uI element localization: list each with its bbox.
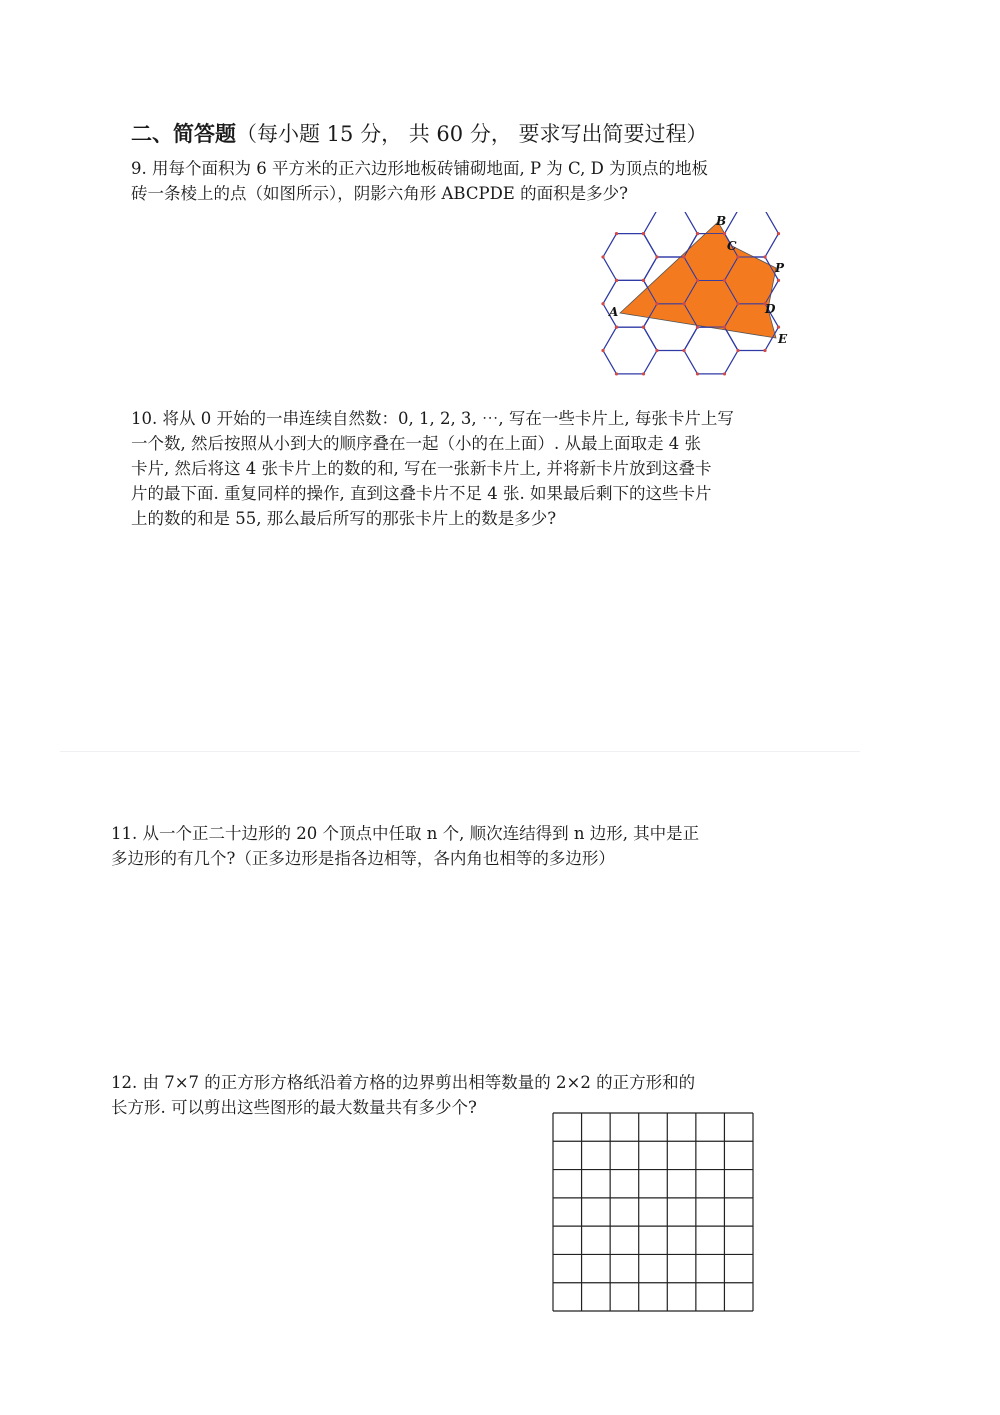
label-A: A <box>609 305 619 319</box>
hexagon-vertex <box>696 232 699 235</box>
hexagon-vertex <box>615 326 618 329</box>
problem-line: 9. 用每个面积为 6 平方米的正六边形地板砖铺砌地面, P 为 C, D 为顶点的地板 <box>131 159 709 178</box>
hexagon-tiling-figure <box>600 212 800 402</box>
hexagon-vertex <box>642 372 645 375</box>
hexagon-vertex <box>723 232 726 235</box>
problem-line: 长方形. 可以剪出这些图形的最大数量共有多少个? <box>111 1098 477 1117</box>
hexagon-vertex <box>601 302 604 305</box>
hexagon-tile <box>603 234 657 281</box>
hexagon-vertex <box>642 326 645 329</box>
hexagon-vertex <box>777 279 780 282</box>
label-D: D <box>765 302 776 316</box>
problem-line: 砖一条棱上的点（如图所示），阴影六角形 ABCPDE 的面积是多少? <box>131 184 628 203</box>
hexagon-vertex <box>723 372 726 375</box>
problem-line: 10. 将从 0 开始的一串连续自然数：0, 1, 2, 3, ⋯, 写在一些卡片上, 每张卡片上写 <box>131 409 734 428</box>
grid-lines <box>553 1113 753 1311</box>
problem-line: 片的最下面. 重复同样的操作, 直到这叠卡片不足 4 张. 如果最后剩下的这些卡片 <box>131 484 712 503</box>
hexagon-tile <box>603 327 657 374</box>
hexagon-tile <box>684 327 738 374</box>
hexagon-vertex <box>736 255 739 258</box>
hexagon-vertex <box>615 232 618 235</box>
problem-line: 11. 从一个正二十边形的 20 个顶点中任取 n 个, 顺次连结得到 n 边形, 其中是正 <box>111 824 700 843</box>
hexagon-vertex <box>777 232 780 235</box>
hexagon-vertex <box>777 326 780 329</box>
label-C: C <box>727 239 737 253</box>
hexagon-vertex <box>736 302 739 305</box>
hexagon-vertex <box>763 349 766 352</box>
problem-9 <box>131 156 708 206</box>
hexagon-vertex <box>736 349 739 352</box>
hexagon-vertex <box>642 279 645 282</box>
section-note: （每小题 15 分， 共 60 分， 要求写出简要过程） <box>236 122 708 146</box>
hexagon-vertex <box>696 279 699 282</box>
hexagon-vertex <box>601 255 604 258</box>
problem-line: 12. 由 7×7 的正方形方格纸沿着方格的边界剪出相等数量的 2×2 的正方形和的 <box>111 1073 696 1092</box>
label-B: B <box>716 214 727 228</box>
hexagon-vertex <box>682 255 685 258</box>
hexagon-vertex <box>655 349 658 352</box>
hexagon-vertex <box>723 326 726 329</box>
problem-line: 上的数的和是 55, 那么最后所写的那张卡片上的数是多少? <box>131 509 557 528</box>
hexagon-vertex <box>655 302 658 305</box>
hexagon-tile <box>684 327 738 374</box>
problem-line: 卡片, 然后将这 4 张卡片上的数的和, 写在一张新卡片上, 并将新卡片放到这叠卡 <box>131 459 712 478</box>
hexagon-vertex <box>642 232 645 235</box>
section-heading: 二、简答题 <box>131 121 236 146</box>
hexagon-vertex <box>696 326 699 329</box>
problem-11 <box>111 821 699 871</box>
page-divider <box>60 751 860 752</box>
hexagon-vertex <box>763 255 766 258</box>
section-title <box>131 118 708 148</box>
hexagon-tile <box>603 327 657 374</box>
hexagon-tile <box>603 234 657 281</box>
label-E: E <box>778 332 788 346</box>
square-grid-figure <box>550 1110 756 1314</box>
hexagon-vertex <box>601 349 604 352</box>
hexagon-vertex <box>723 279 726 282</box>
hexagon-vertex <box>615 279 618 282</box>
problem-line: 多边形的有几个?（正多边形是指各边相等，各内角也相等的多边形） <box>111 849 615 868</box>
hexagon-vertex <box>682 349 685 352</box>
problem-line: 一个数, 然后按照从小到大的顺序叠在一起（小的在上面）. 从最上面取走 4 张 <box>131 434 701 453</box>
hexagon-vertex <box>696 372 699 375</box>
hexagon-vertex <box>682 302 685 305</box>
hexagon-vertex <box>615 372 618 375</box>
label-P: P <box>775 261 785 275</box>
hexagon-vertex <box>655 255 658 258</box>
problem-10 <box>131 406 734 531</box>
